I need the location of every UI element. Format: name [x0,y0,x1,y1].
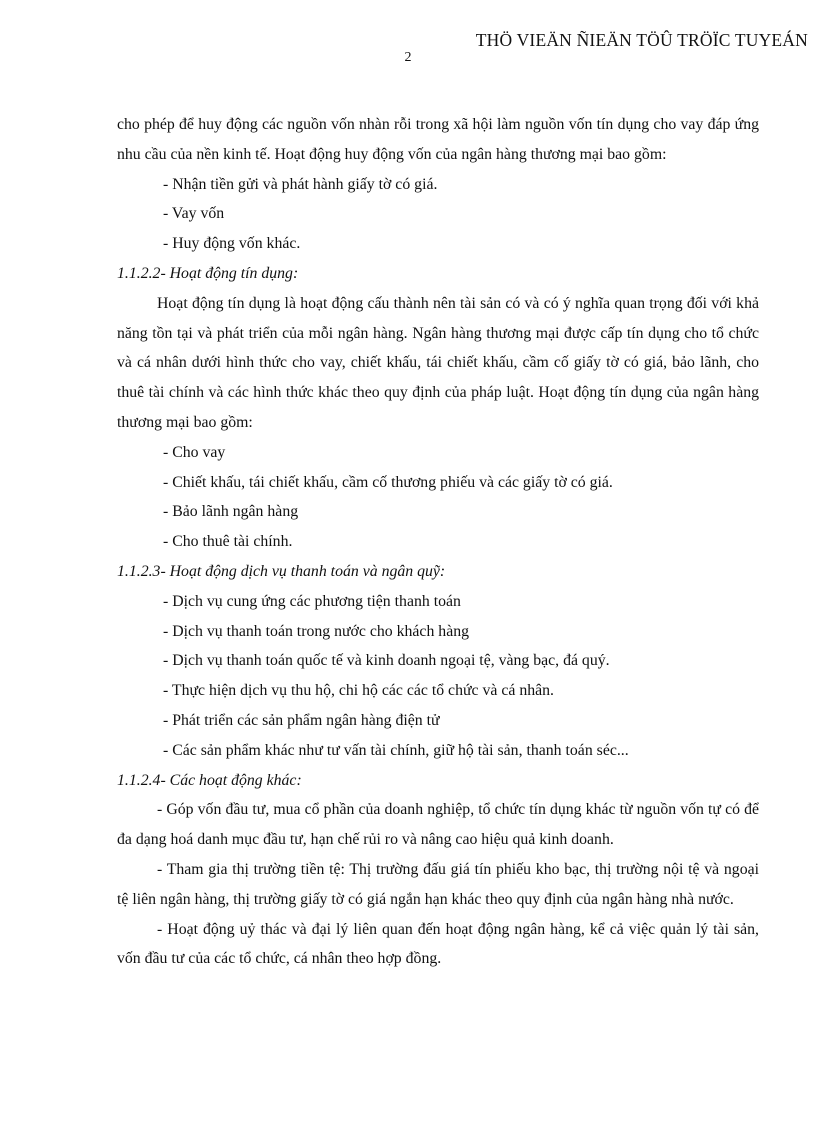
paragraph: - Góp vốn đầu tư, mua cổ phần của doanh nghiệp, tổ chức tín dụng khác từ nguồn vốn tự có để đa dạng hoá danh mục đầu tư, hạn chế rủi ro và nâng cao hiệu quả kinh doanh. [117,801,759,849]
list-item: - Huy động vốn khác. [163,235,301,253]
section-heading: 1.1.2.2- Hoạt động tín dụng: [117,264,299,282]
list-item: - Dịch vụ thanh toán quốc tế và kinh doanh ngoại tệ, vàng bạc, đá quý. [163,652,610,670]
document-body [117,110,759,974]
section-heading: 1.1.2.4- Các hoạt động khác: [117,771,302,789]
section-heading: 1.1.2.3- Hoạt động dịch vụ thanh toán và ngân quỹ: [117,562,446,580]
list-item: - Cho vay [163,443,226,461]
library-header: THÖ VIEÄN ÑIEÄN TÖÛ TRÖÏC TUYEÁN [475,30,808,50]
paragraph: Hoạt động tín dụng là hoạt động cấu thành nên tài sản có và có ý nghĩa quan trọng đối với khả năng tồn tại và phát triển của mỗi ngân hàng. Ngân hàng thương mại được cấp tín dụng cho tổ chức và cá nhân dưới hình thức cho vay, chiết khấu, tái chiết khấu, cầm cố giấy tờ có giá, bảo lãnh, cho thuê tài chính và các hình thức khác theo quy định của pháp luật. Hoạt động tín dụng của ngân hàng thương mại bao gồm: [117,294,759,431]
list-item: - Dịch vụ thanh toán trong nước cho khách hàng [163,622,470,640]
list-item: - Vay vốn [163,205,225,223]
list-item: - Chiết khấu, tái chiết khấu, cầm cố thương phiếu và các giấy tờ có giá. [163,473,613,491]
list-item: - Phát triển các sản phẩm ngân hàng điện tử [163,711,440,729]
page-number: 2 [404,50,412,65]
paragraph: - Hoạt động uỷ thác và đại lý liên quan đến hoạt động ngân hàng, kể cả việc quản lý tài sản, vốn đầu tư của các tổ chức, cá nhân theo hợp đồng. [117,920,759,968]
list-item: - Thực hiện dịch vụ thu hộ, chi hộ các các tổ chức và cá nhân. [163,682,554,700]
paragraph: - Tham gia thị trường tiền tệ: Thị trường đấu giá tín phiếu kho bạc, thị trường nội tệ và ngoại tệ liên ngân hàng, thị trường giấy tờ có giá ngắn hạn khác theo quy định của ngân hàng nhà nước. [117,860,759,908]
list-item: - Các sản phẩm khác như tư vấn tài chính, giữ hộ tài sản, thanh toán séc... [163,741,629,759]
list-item: - Cho thuê tài chính. [163,533,293,551]
list-item: - Nhận tiền gửi và phát hành giấy tờ có giá. [163,175,438,193]
list-item: - Dịch vụ cung ứng các phương tiện thanh toán [163,592,461,610]
paragraph-continuation: cho phép để huy động các nguồn vốn nhàn rỗi trong xã hội làm nguồn vốn tín dụng cho vay đáp ứng nhu cầu của nền kinh tế. Hoạt động huy động vốn của ngân hàng thương mại bao gồm: [117,116,759,163]
list-item: - Bảo lãnh ngân hàng [163,503,299,521]
